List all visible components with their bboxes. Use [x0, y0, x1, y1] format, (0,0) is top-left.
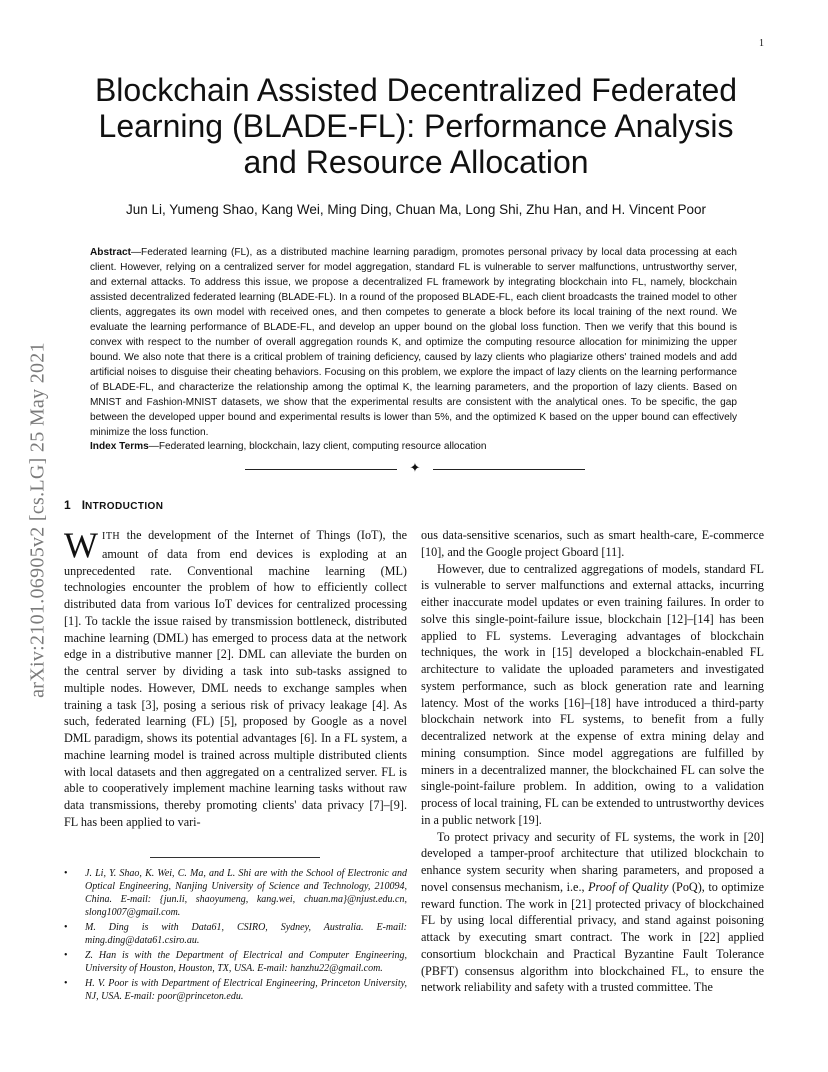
abstract-label: Abstract	[90, 247, 131, 258]
footnote-text: H. V. Poor is with Department of Electrical Engineering, Princeton University, NJ, USA. E-mail: poor@princeton.edu.	[85, 978, 407, 1002]
abstract	[90, 245, 737, 440]
index-terms-label: Index Terms	[90, 441, 149, 452]
divider-line-right	[433, 469, 585, 470]
right-paragraph-3-part-a: To protect privacy and security of FL systems, the work in [20] developed a tamper-proof architecture that utilized blockchain to enhance system security when sharing parameters, and proposed a novel consensus mechanism, i.e.,	[421, 829, 764, 894]
section-number: 1	[64, 498, 71, 512]
bullet-icon: •	[64, 950, 68, 961]
intro-paragraph-1	[64, 527, 407, 831]
index-terms-text: —Federated learning, blockchain, lazy client, computing resource allocation	[148, 441, 487, 452]
footnote-text: M. Ding is with Data61, CSIRO, Sydney, Australia. E-mail: ming.ding@data61.csiro.au.	[85, 922, 407, 946]
left-column	[64, 527, 407, 831]
arxiv-identifier: arXiv:2101.06905v2 [cs.LG] 25 May 2021	[26, 342, 49, 698]
footnotes	[64, 867, 407, 1005]
index-terms	[90, 441, 737, 452]
author-list: Jun Li, Yumeng Shao, Kang Wei, Ming Ding, Chuan Ma, Long Shi, Zhu Han, and H. Vincent Poor	[125, 202, 707, 217]
right-paragraph-3	[421, 829, 764, 997]
abstract-text: —Federated learning (FL), as a distributed machine learning paradigm, promotes personal privacy by local data processing at each client. However, relying on a centralized server for model aggregation, standard FL is vulnerable to server malfunctions, untrustworthy server, and external attacks. To address this issue, we propose a decentralized FL framework by integrating blockchain into FL, namely, blockchain assisted decentralized federated learning (BLADE-FL). In a round of the proposed BLADE-FL, each client broadcasts the trained model to other clients, aggregates its own model with received ones, and then competes to generate a block before its local training of the next round. We evaluate the learning performance of BLADE-FL, and develop an upper bound on the global loss function. Then we verify that this bound is convex with respect to the number of overall aggregation rounds K, and optimize the computing resource allocation for minimizing the upper bound. We also note that there is a critical problem of training deficiency, caused by lazy clients who plagiarize others' trained models and add artificial noises to disguise their cheating behaviors. Focusing on this problem, we explore the impact of lazy clients on the learning performance of BLADE-FL, and characterize the relationship among the optimal K, the learning parameters, and the proportion of lazy clients. Based on MNIST and Fashion-MNIST datasets, we show that the experimental results are consistent with the analytical ones. To be specific, the gap between the developed upper bound and experimental results is lower than 5%, and the optimized K based on the upper bound can effectively minimize the loss function.	[90, 247, 737, 438]
drop-cap-rest: ITH	[101, 531, 121, 542]
footnote-text: J. Li, Y. Shao, K. Wei, C. Ma, and L. Shi are with the School of Electronic and Optical Engineering, Nanjing University of Science and Technology, 210094, China. E-mail: {jun.li, shaoyumeng, kang.wei, chuan.ma}@njust.edu.cn, slong1007@gmail.com.	[85, 868, 407, 918]
divider-star-icon: ✦	[409, 461, 421, 476]
paper-title: Blockchain Assisted Decentralized Federated Learning (BLADE-FL): Performance Analysis and Resource Allocation	[94, 72, 738, 180]
footnote-text: Z. Han is with the Department of Electrical and Computer Engineering, University of Houston, Houston, TX, USA. E-mail: hanzhu22@gmail.com.	[85, 950, 407, 974]
bullet-icon: •	[64, 922, 68, 933]
bullet-icon: •	[64, 978, 68, 989]
section-title-rest: NTRODUCTION	[85, 501, 164, 512]
divider-line-left	[245, 469, 397, 470]
footnote-item	[64, 921, 407, 947]
drop-cap: W	[64, 525, 98, 565]
intro-paragraph-1-text: the development of the Internet of Things (IoT), the amount of data from end devices is exploding at an unprecedented rate. Conventional machine learning (ML) technologies encounter the problem of how to efficiently collect distributed data from various IoT devices for centralized processing [1]. To tackle the issue raised by transmission bottleneck, distributed machine learning (DML) has emerged to process data at the network edge in a distributive manner [2]. DML can alleviate the burden on the central server by dividing a task into sub-tasks assigned to multiple nodes. However, DML needs to exchange samples when training a task [3], posing a serious risk of privacy leakage [4]. As such, federated learning (FL) [5], proposed by Google as a novel DML paradigm, shows its potential advantages [6]. In a FL system, a machine learning model is trained across multiple distributed clients with local datasets and then aggregated on a centralized server. FL is able to cooperatively implement machine learning tasks without raw data transmissions, thereby promoting clients' data privacy [7]–[9]. FL has been applied to vari-	[64, 528, 407, 829]
arxiv-sidebar	[26, 280, 50, 760]
section-divider	[245, 462, 585, 478]
right-paragraph-1: ous data-sensitive scenarios, such as smart health-care, E-commerce [10], and the Google project Gboard [11].	[421, 528, 764, 559]
footnote-rule	[150, 857, 320, 858]
section-heading-introduction	[64, 498, 163, 512]
right-paragraph-3-part-b: (PoQ), to optimize reward function. The work in [21] protected privacy of blockchained FL by using local differential privacy, and stand against poisoning attack by executing smart contract. The work in [22] applied consortium blockchain and Practical Byzantine Fault Tolerance (PBFT) consensus algorithm into blockchained FL, to ensure the network reliability and safety with a trusted committee. The	[421, 879, 764, 995]
proof-of-quality-term: Proof of Quality	[588, 879, 669, 894]
footnote-item	[64, 977, 407, 1003]
footnote-item	[64, 949, 407, 975]
right-paragraph-2: However, due to centralized aggregations of models, standard FL is vulnerable to server malfunctions and external attacks, incurring either inaccurate model updates or even training failures. In order to solve this single-point-failure issue, blockchain [12]–[14] has been applied to FL systems. Leveraging advantages of blockchain techniques, the work in [15] developed a blockchain-enabled FL architecture to validate the uploaded parameters and investigated system performance, such as block generation rate and learning latency. Most of the works [16]–[18] have introduced a third-party blockchain network into FL systems, to benefit from a fully decentralized network at the expense of extra mining delay and mining consumption. Since model aggregations are fulfilled by miners in a decentralized manner, the blockchained FL can solve the single-point-failure problem. In addition, owing to a validation process of local training, FL can be extended to untrustworthy devices in a public network [19].	[421, 561, 764, 827]
page-number: 1	[759, 38, 764, 49]
right-column	[421, 527, 764, 996]
footnote-item	[64, 867, 407, 919]
bullet-icon: •	[64, 868, 68, 879]
section-title-first-letter: I	[81, 498, 86, 512]
